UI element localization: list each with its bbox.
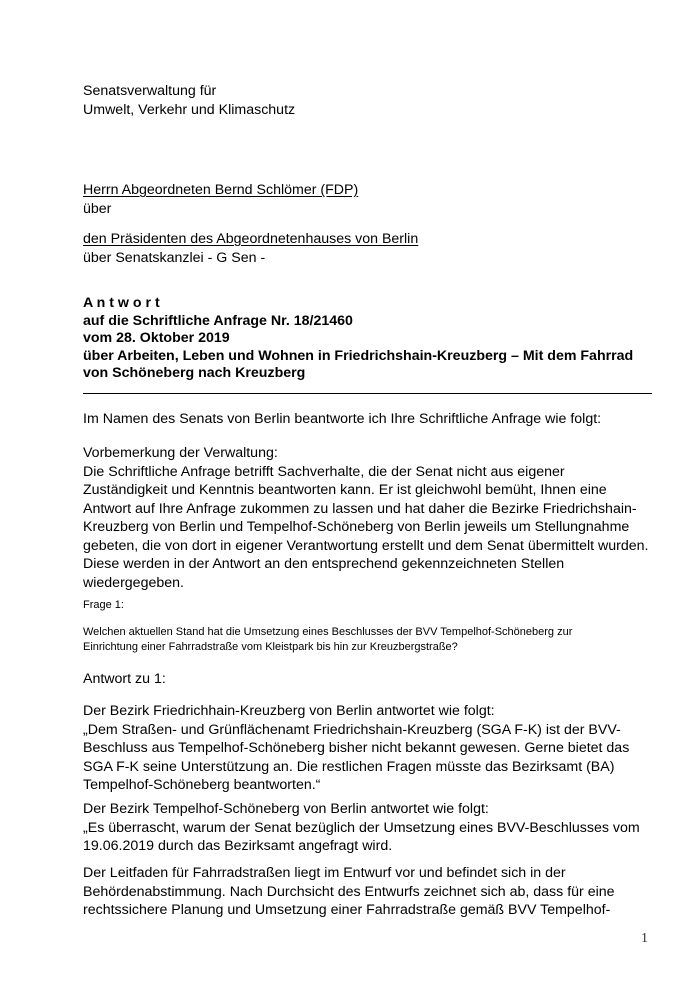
antwort-ts-line: „Es überrascht, warum der Senat bezüglich der Umsetzung eines BVV-Beschlusses vom bbox=[83, 819, 640, 836]
vorbemerkung-title: Vorbemerkung der Verwaltung: bbox=[83, 445, 278, 461]
heading-line-4: von Schöneberg nach Kreuzberg bbox=[83, 365, 306, 381]
horizontal-rule bbox=[83, 393, 652, 394]
recipient-chancellery: über Senatskanzlei - G Sen - bbox=[83, 249, 266, 266]
frage-1-label: Frage 1: bbox=[83, 599, 124, 611]
vorbemerkung-line: Diese werden in der Antwort an den entsprechend gekennzeichneten Stellen bbox=[83, 556, 565, 572]
intro-text: Im Namen des Senats von Berlin beantworte ich Ihre Schriftliche Anfrage wie folgt: bbox=[83, 411, 602, 427]
frage-1-line: Einrichtung einer Fahrradstraße vom Kleistpark bis hin zur Kreuzbergstraße? bbox=[83, 641, 458, 653]
heading-antwort: A n t w o r t bbox=[83, 295, 160, 311]
intro-paragraph bbox=[83, 410, 601, 429]
antwort-fk-line: Tempelhof-Schöneberg beantworten.“ bbox=[83, 777, 321, 793]
vorbemerkung-line: Antwort auf Ihre Anfrage zukommen zu lassen und hat daher die Bezirke Friedrichshain- bbox=[83, 500, 637, 517]
sender-line-2: Umwelt, Verkehr und Klimaschutz bbox=[83, 101, 296, 118]
heading-line-3: über Arbeiten, Leben und Wohnen in Friedrichshain-Kreuzberg – Mit dem Fahrrad bbox=[83, 347, 634, 364]
frage-1-line: Welchen aktuellen Stand hat die Umsetzung eines Beschlusses der BVV Tempelhof-Schöneberg zur bbox=[83, 626, 573, 638]
sender-line-1: Senatsverwaltung für bbox=[83, 83, 217, 99]
recipient-via: über bbox=[83, 200, 112, 217]
antwort-fk-line: „Dem Straßen- und Grünflächenamt Friedrichshain-Kreuzberg (SGA F-K) ist der BVV- bbox=[83, 721, 621, 738]
leitfaden-block bbox=[83, 864, 615, 920]
recipient-president: den Präsidenten des Abgeordnetenhauses von Berlin bbox=[83, 231, 419, 247]
recipient-block bbox=[83, 181, 358, 218]
heading-line-1: auf die Schriftliche Anfrage Nr. 18/21460 bbox=[83, 312, 353, 329]
antwort-ts-line: Der Bezirk Tempelhof-Schöneberg von Berlin antwortet wie folgt: bbox=[83, 801, 489, 817]
antwort-fk-line: Beschluss aus Tempelhof-Schöneberg bisher nicht bekannt gewesen. Gerne bietet das bbox=[83, 740, 630, 756]
vorbemerkung-block bbox=[83, 444, 648, 592]
vorbemerkung-line: Die Schriftliche Anfrage betrifft Sachverhalte, die der Senat nicht aus eigener bbox=[83, 463, 565, 480]
antwort-fk-block bbox=[83, 702, 629, 795]
antwort-fk-line: Der Bezirk Friedrichhain-Kreuzberg von Berlin antwortet wie folgt: bbox=[83, 703, 495, 719]
leitfaden-line: Der Leitfaden für Fahrradstraßen liegt im Entwurf vor und befindet sich in der bbox=[83, 865, 566, 881]
antwort-1-label: Antwort zu 1: bbox=[83, 671, 166, 687]
frage-1-text bbox=[83, 625, 572, 655]
vorbemerkung-line: Zuständigkeit und Kenntnis beantworten kann. Er ist gleichwohl bemüht, Ihnen eine bbox=[83, 482, 607, 498]
leitfaden-line: rechtssichere Planung und Umsetzung einer Fahrradstraße gemäß BVV Tempelhof- bbox=[83, 902, 611, 918]
answer-heading bbox=[83, 295, 633, 383]
leitfaden-line: Behördenabstimmung. Nach Durchsicht des Entwurfs zeichnet sich ab, dass für eine bbox=[83, 883, 615, 900]
antwort-ts-block bbox=[83, 800, 640, 856]
vorbemerkung-line: wiedergegeben. bbox=[83, 574, 184, 591]
sender-block bbox=[83, 82, 295, 119]
recipient-name: Herrn Abgeordneten Bernd Schlömer (FDP) bbox=[83, 182, 359, 198]
president-block bbox=[83, 230, 418, 267]
vorbemerkung-line: gebeten, die von dort in eigener Verantwortung erstellt und dem Senat übermittelt wurden. bbox=[83, 537, 649, 554]
heading-line-2: vom 28. Oktober 2019 bbox=[83, 330, 230, 346]
antwort-fk-line: SGA F-K seine Unterstützung an. Die restlichen Fragen müsste das Bezirksamt (BA) bbox=[83, 758, 615, 775]
antwort-ts-line: 19.06.2019 durch das Bezirksamt angefragt wird. bbox=[83, 838, 393, 854]
page-number: 1 bbox=[641, 931, 648, 946]
vorbemerkung-line: Kreuzberg von Berlin und Tempelhof-Schöneberg von Berlin jeweils um Stellungnahme bbox=[83, 519, 630, 535]
